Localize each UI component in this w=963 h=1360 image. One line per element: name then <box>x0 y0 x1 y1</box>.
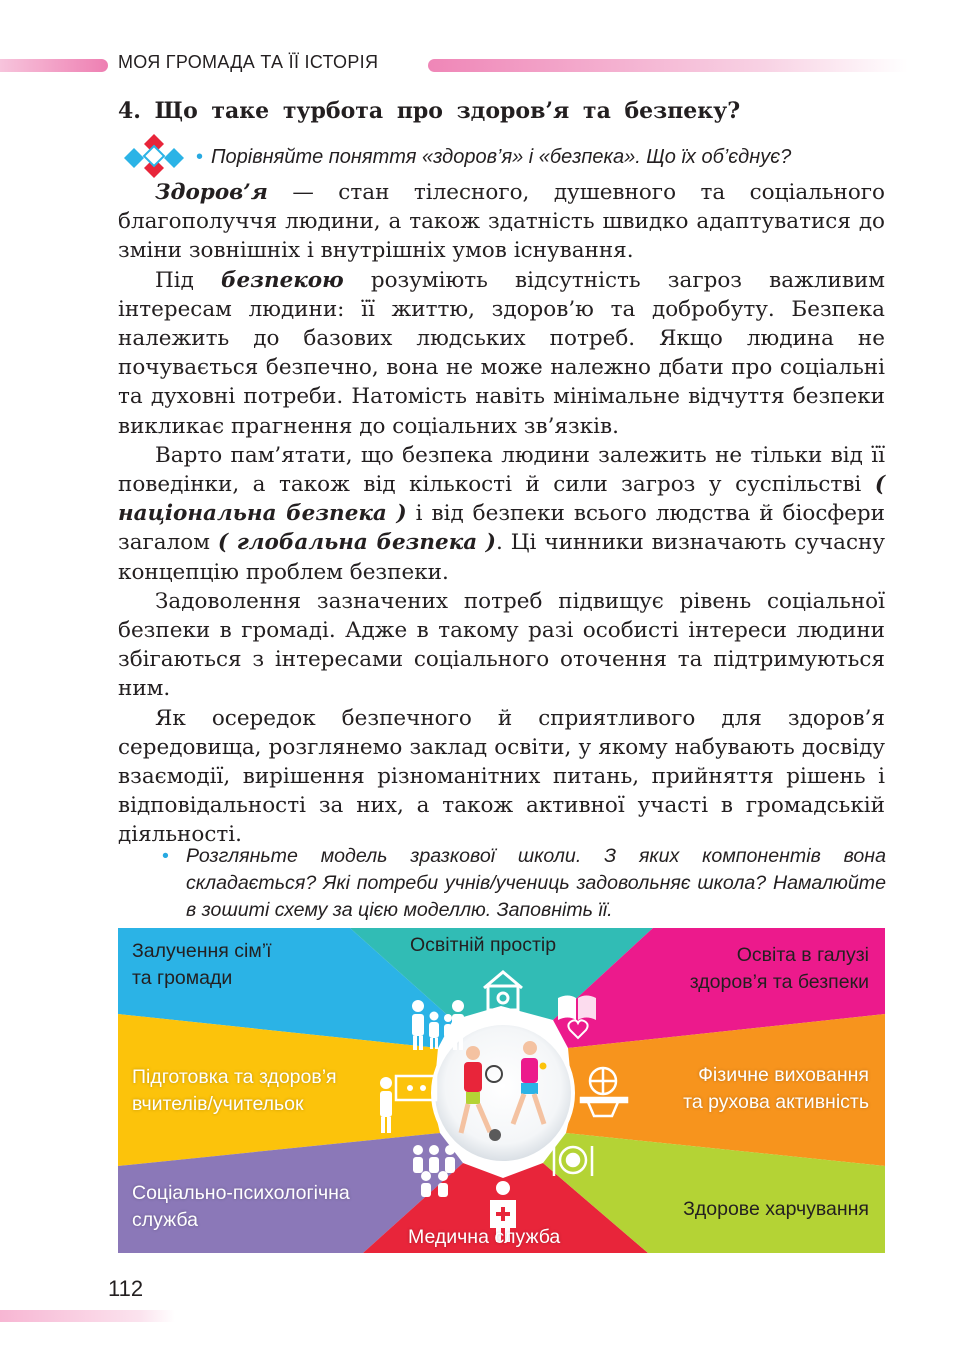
term-safety: безпекою <box>221 267 344 293</box>
body-text <box>118 178 885 850</box>
label-family-line1: Залучення сім’ї <box>132 940 272 962</box>
term-global-security: ( глобальна безпека ) <box>217 530 496 556</box>
label-sport-line1: Фізичне виховання <box>698 1064 869 1086</box>
question-prompt <box>196 146 791 169</box>
question-bullet: • <box>196 146 204 168</box>
paragraph-security-b: і від безпеки всього людства й біосфери загалом <box>118 501 886 556</box>
label-space <box>410 932 556 959</box>
paragraph-security-levels <box>118 441 885 587</box>
label-psych <box>132 1180 350 1234</box>
label-food-line1: Здорове харчування <box>683 1198 869 1220</box>
label-education-line2: здоров’я та безпеки <box>689 971 869 993</box>
label-sport <box>683 1062 869 1116</box>
label-medical-line1: Медична служба <box>408 1226 561 1248</box>
paragraph-safety-text: розуміють відсутність загроз важливим інтересам людини: її життю, здоров’ю та добробуту. Безпека належить до базових людських потреб. Якщо людина не почувається безпечно, вона не може належно дбати про соціальні та духовні потреби. Натомість навіть мінімальне відчуття безпеки викликає прагнення до соціальних зв’язків. <box>118 267 886 439</box>
task-prompt <box>164 843 886 924</box>
label-sport-line2: та рухова активність <box>683 1091 869 1113</box>
paragraph-health <box>118 178 885 266</box>
paragraph-safety-lead: Під <box>155 267 222 293</box>
paragraph-health-text: — стан тілесного, душевного та соціального благополуччя людини, а також здатність швидко адаптуватися до зміни зовнішніх і внутрішніх умов існування. <box>118 180 885 264</box>
paragraph-school: Як осередок безпечного й сприятливого для здоров’я середовища, розглянемо заклад освіти, у якому набувають досвіду взаємодії, вирішення різноманітних питань, прийняття рішень і відповідальності за них, а також активної участі в громадській діяльності. <box>118 705 885 848</box>
section-heading: 4. Що таке турбота про здоров’я та безпеку? <box>118 98 741 124</box>
label-family <box>132 938 272 992</box>
footer-decor <box>0 1310 175 1322</box>
paragraph-community: Задоволення зазначених потреб підвищує рівень соціальної безпеки в громаді. Адже в такому разі особисті інтереси людини збігаються з інтересами соціального оточення та підтримуються ним. <box>118 588 885 702</box>
paragraph-security-a: Варто пам’ятати, що безпека людини залежить не тільки від її поведінки, а також від кількості й сили загроз у суспільстві <box>118 442 885 498</box>
label-teachers-line1: Підготовка та здоров’я <box>132 1066 337 1088</box>
task-bullet: • <box>162 845 169 867</box>
label-teachers-line2: вчителів/учительок <box>132 1093 304 1115</box>
school-model-diagram <box>118 928 885 1253</box>
task-text: Розгляньте модель зразкової школи. З яких компонентів вона складається? Які потреби учнів/учениць задовольняє школа? Намалюйте в зошиті схему за цією моделлю. Заповніть її. <box>186 845 886 921</box>
label-food <box>683 1196 869 1223</box>
question-diamonds-icon <box>120 132 190 180</box>
term-national-security: ( національна безпека ) <box>118 472 885 527</box>
header-decor-left <box>0 59 108 72</box>
label-education <box>690 942 869 996</box>
label-space-line1: Освітній простір <box>410 934 557 956</box>
paragraph-security-c: . Ці чинники визначають сучасну концепцію проблем безпеки. <box>118 530 885 585</box>
running-header: МОЯ ГРОМАДА ТА ЇЇ ІСТОРІЯ <box>118 52 379 72</box>
label-medical <box>408 1224 560 1251</box>
label-education-line1: Освіта в галузі <box>736 944 869 966</box>
term-health: Здоров’я <box>155 180 268 205</box>
label-psych-line1: Соціально-психологічна <box>132 1182 350 1204</box>
question-text: Порівняйте поняття «здоров’я» і «безпека». Що їх об’єднує? <box>211 146 792 168</box>
page-number: 112 <box>108 1276 144 1301</box>
label-family-line2: та громади <box>132 967 233 989</box>
label-psych-line2: служба <box>132 1209 198 1231</box>
header-decor-right <box>428 59 908 72</box>
paragraph-safety <box>118 266 885 441</box>
label-teachers <box>132 1064 337 1118</box>
